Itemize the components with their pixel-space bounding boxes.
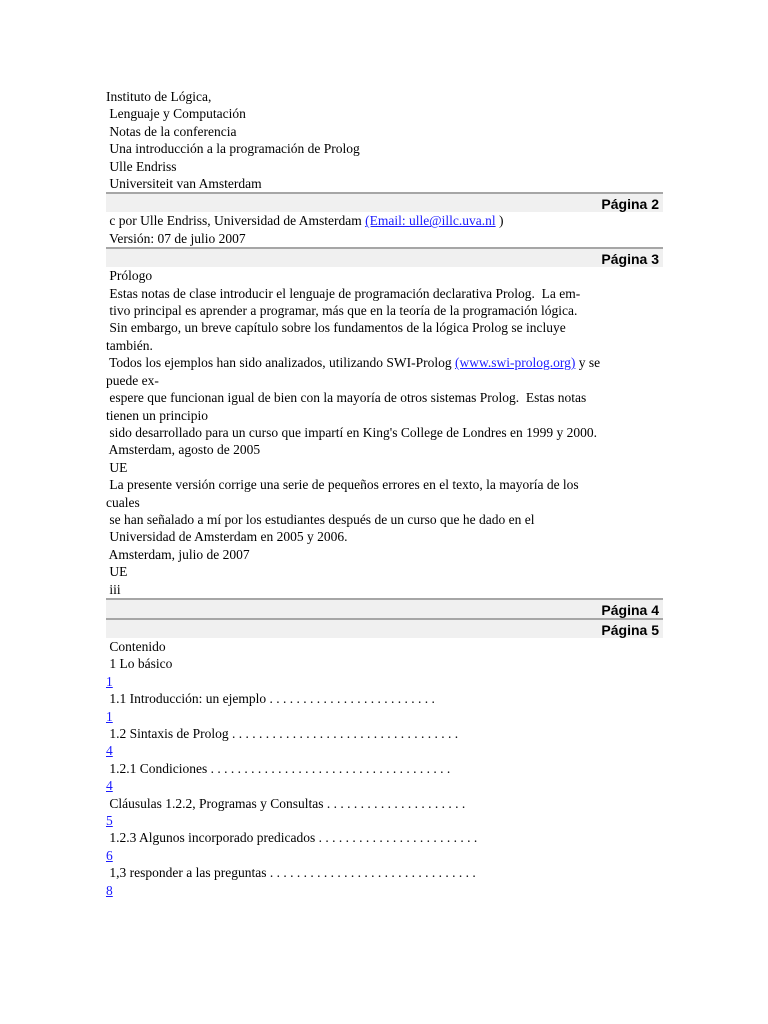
preface-line: tienen un principio <box>106 407 208 423</box>
toc-entry <box>106 690 663 707</box>
preface-line: UE <box>106 459 128 475</box>
toc-entry <box>106 760 663 777</box>
preface-line: espere que funcionan igual de bien con la mayoría de otros sistemas Prolog. Estas notas <box>106 390 587 406</box>
toc-page-link[interactable]: 5 <box>106 813 113 829</box>
preface-text: Todos los ejemplos han sido analizados, utilizando SWI-Prolog <box>106 355 456 371</box>
preface-line: Amsterdam, julio de 2007 <box>106 546 250 562</box>
toc-page-link[interactable]: 8 <box>106 882 113 898</box>
preface-line: Amsterdam, agosto de 2005 <box>106 442 261 458</box>
toc-entry-text: 1.2 Sintaxis de Prolog <box>106 726 229 741</box>
preface-line <box>106 354 663 371</box>
preface-line: La presente versión corrige una serie de pequeños errores en el texto, la mayoría de los <box>106 477 579 493</box>
page-3 <box>106 267 663 598</box>
toc-entry-text: 1.2.1 Condiciones <box>106 760 208 776</box>
preface-line: puede ex- <box>106 372 159 388</box>
toc-leader-dots: . . . . . . . . . . . . . . . . . . . . . . . . . . . . . . . <box>269 865 476 881</box>
preface-line: Estas notas de clase introducir el lenguaje de programación declarativa Prolog. La em- <box>106 285 581 301</box>
copyright-suffix: ) <box>495 213 504 229</box>
email-link[interactable]: (Email: ulle@illc.uva.nl <box>365 213 496 229</box>
toc-entry-text: 1,3 responder a las preguntas <box>106 865 267 881</box>
page-header-2: Página 2 <box>106 192 663 212</box>
preface-text: y se <box>575 355 601 371</box>
version-line: Versión: 07 de julio 2007 <box>106 230 246 246</box>
page-number-roman: iii <box>106 581 121 597</box>
preface-line: cuales <box>106 494 140 510</box>
toc-leader-dots: . . . . . . . . . . . . . . . . . . . . . . . . . . . . . . . . . . . . <box>210 760 451 776</box>
notes-line: Notas de la conferencia <box>106 123 237 139</box>
toc-entry <box>106 725 663 742</box>
page-5 <box>106 638 663 899</box>
toc-leader-dots: . . . . . . . . . . . . . . . . . . . . . . . . . <box>269 691 435 707</box>
page-header-4: Página 4 <box>106 598 663 618</box>
toc-entry <box>106 864 663 881</box>
toc-entry-text: Cláusulas 1.2.2, Programas y Consultas <box>106 795 324 811</box>
toc-page-link[interactable]: 1 <box>106 673 113 689</box>
document <box>106 88 663 899</box>
preface-line: se han señalado a mí por los estudiantes después de un curso que he dado en el <box>106 511 535 527</box>
preface-line: UE <box>106 564 128 580</box>
doc-title: Una introducción a la programación de Prolog <box>106 141 360 157</box>
page-header-3: Página 3 <box>106 247 663 267</box>
preface-title: Prólogo <box>106 268 153 284</box>
page-1 <box>106 88 663 192</box>
toc-entry <box>106 795 663 812</box>
toc-chapter: 1 Lo básico <box>106 656 173 672</box>
toc-leader-dots: . . . . . . . . . . . . . . . . . . . . . . . . . . . . . . . . . . <box>232 726 459 741</box>
toc-page-link[interactable]: 4 <box>106 743 113 759</box>
toc-leader-dots: . . . . . . . . . . . . . . . . . . . . . <box>326 795 466 811</box>
author: Ulle Endriss <box>106 158 177 174</box>
preface-line: Universidad de Amsterdam en 2005 y 2006. <box>106 529 348 545</box>
toc-entry <box>106 829 663 846</box>
toc-page-link[interactable]: 4 <box>106 778 113 794</box>
toc-page-link[interactable]: 1 <box>106 708 113 724</box>
preface-line: sido desarrollado para un curso que impartí en King's College de Londres en 1999 y 2000. <box>106 424 597 440</box>
copyright-text: c por Ulle Endriss, Universidad de Amsterdam <box>106 213 366 229</box>
preface-line: también. <box>106 337 153 353</box>
preface-line: tivo principal es aprender a programar, más que en la teoría de la programación lógica. <box>106 303 578 319</box>
university: Universiteit van Amsterdam <box>106 176 262 192</box>
page-2 <box>106 212 663 247</box>
institute-line: Lenguaje y Computación <box>106 106 246 122</box>
toc-entry-text: 1.2.3 Algunos incorporado predicados <box>106 830 316 846</box>
institute-line: Instituto de Lógica, <box>106 89 212 104</box>
swi-prolog-link[interactable]: (www.swi-prolog.org) <box>455 355 576 371</box>
page-header-5: Página 5 <box>106 618 663 638</box>
copyright-line <box>106 212 663 229</box>
preface-line: Sin embargo, un breve capítulo sobre los fundamentos de la lógica Prolog se incluye <box>106 320 566 336</box>
toc-leader-dots: . . . . . . . . . . . . . . . . . . . . . . . . <box>318 830 478 846</box>
toc-title: Contenido <box>106 638 166 654</box>
toc-entry-text: 1.1 Introducción: un ejemplo <box>106 691 267 707</box>
toc-page-link[interactable]: 6 <box>106 847 113 863</box>
